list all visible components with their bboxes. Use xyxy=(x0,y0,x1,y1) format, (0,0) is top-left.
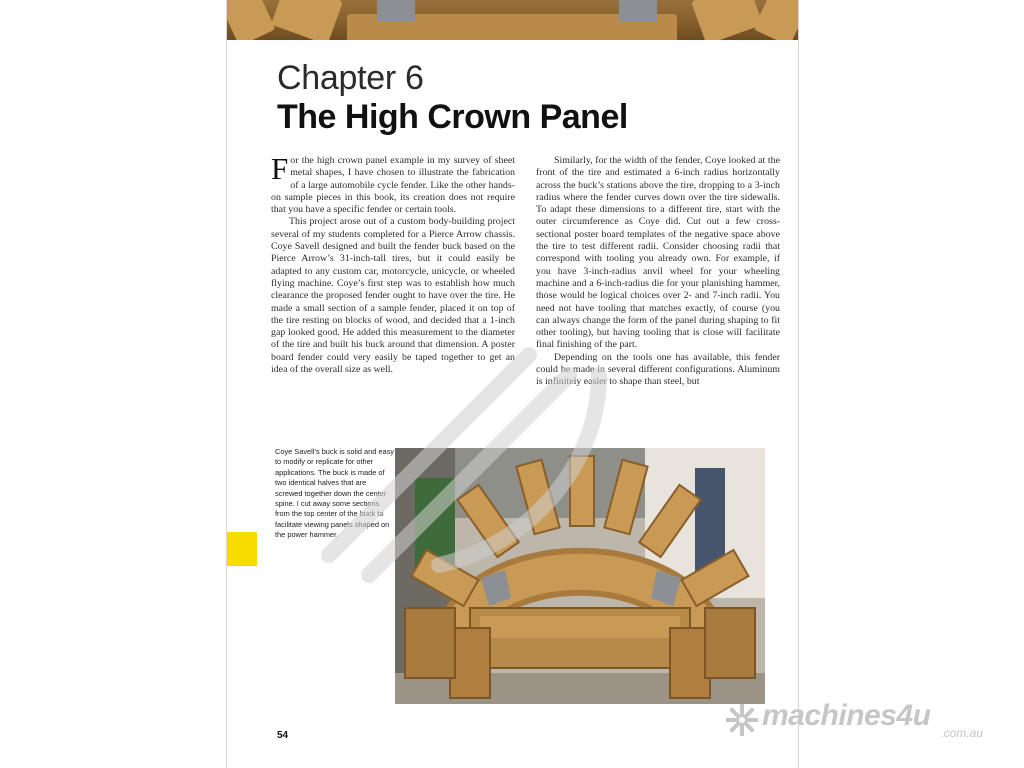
chapter-label: Chapter 6 xyxy=(277,59,424,97)
gear-logo-icon xyxy=(724,702,760,738)
book-page xyxy=(226,0,799,768)
chapter-title: The High Crown Panel xyxy=(277,98,628,136)
drop-cap: F xyxy=(271,151,289,186)
paragraph: For the high crown panel example in my survey of sheet metal shapes, I have chosen to illustrate the fabrication of a large automobile cycle fender. Like the other hands-on sample pieces in this book, its creation does not require that you have a specific fender or certain tools. xyxy=(271,151,515,216)
paragraph: Similarly, for the width of the fender, Coye looked at the front of the tire and estimated a 6-inch radius horizontally across the buck’s stations above the tire, dropping to a 3-inch radius where the fender curves down over the tire sidewalls. To adapt these dimensions to a different tire, start with the outer circumference as Coye did. Cut out a few cross-sectional poster board templates of the negative space above the tire to test different radii. Consider choosing radii that correspond with tooling you already own. For example, if you have 3-inch-radius anvil wheel for your wheeling machine and a 6-inch-radius die for your planishing hammer, those would be logical choices over 2- and 7-inch radii. You need not have tooling that matches exactly, of course (you can always change the form of the panel during shaping to fit other tooling), but having tooling that is close will facilitate final finishing of the part. xyxy=(536,155,780,351)
body-right-column xyxy=(536,155,780,389)
fender-buck-photo xyxy=(395,448,765,704)
page-number: 54 xyxy=(277,730,289,741)
paragraph: Depending on the tools one has available, this fender could be made in several different configurations. Aluminum is infinitely easier to shape than steel, but xyxy=(536,351,780,388)
body-left-column xyxy=(271,151,515,376)
paragraph: This project arose out of a custom body-building project several of my students completed for a Pierce Arrow chassis. Coye Savell designed and built the fender buck based on the Pierce Arrow’s 31-inch-tall tires, but it could easily be adapted to any custom car, motorcycle, unicycle, or wheeled flying machine. Coye’s first step was to establish how much clearance the proposed fender ought to have over the tire. He made a small section of a sample fender, placed it on top of the tire resting on blocks of wood, and decided that a 1-inch gap looked good. He added this measurement to the diameter of the tire and built his buck around that dimension. A poster board fender could very easily be taped together to get an idea of the overall size as well. xyxy=(271,216,515,376)
photo-caption: Coye Savell’s buck is solid and easy to modify or replicate for other applications. The buck is made of two identical halves that are screwed together down the center spine. I cut away some sections from the top center of the buck to facilitate viewing panels shaped on the power hammer. xyxy=(275,447,394,540)
logo-wordmark: machines4u xyxy=(762,699,931,732)
yellow-accent-tab xyxy=(227,532,257,566)
logo-domain: .com.au xyxy=(940,726,983,740)
top-photo-strip xyxy=(227,0,798,40)
machines4u-logo xyxy=(724,700,989,746)
